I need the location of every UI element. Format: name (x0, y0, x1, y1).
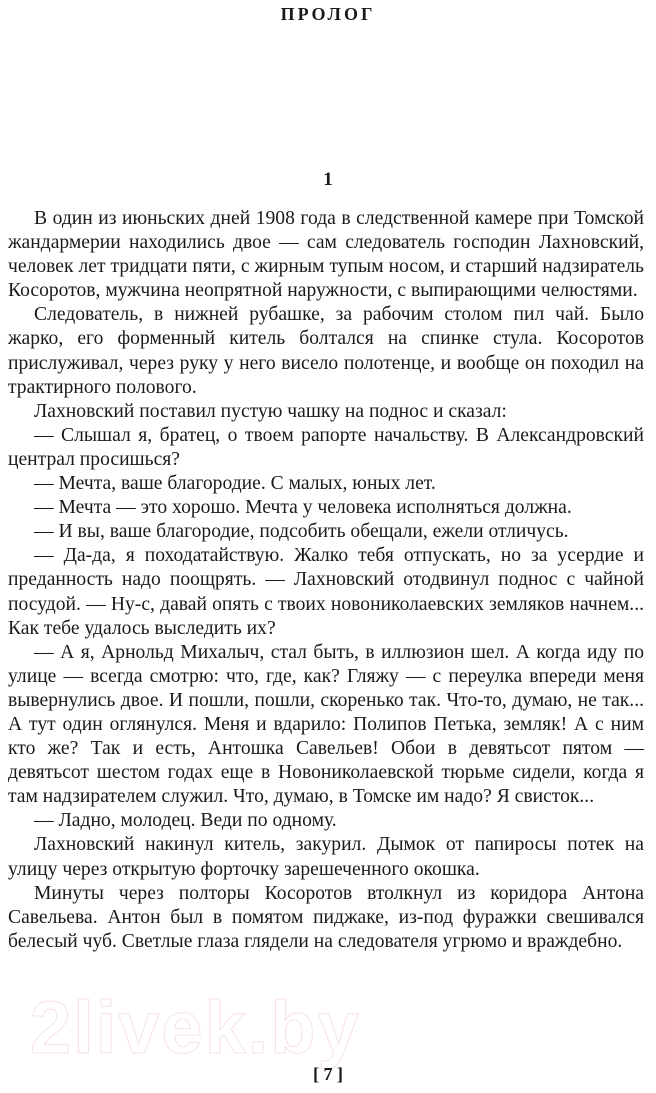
paragraph: — Мечта — это хорошо. Мечта у человека исполняться должна. (34, 497, 572, 519)
paragraph: Лахновский накинул китель, закурил. Дымок от папиросы потек на улицу через открытую форточку зарешеченного окошка. (8, 834, 644, 880)
watermark: 2livek.by (30, 986, 361, 1069)
section-title: ПРОЛОГ (280, 4, 376, 24)
paragraph: — И вы, ваше благородие, подсобить обещали, ежели отличусь. (34, 521, 569, 543)
chapter-number: 1 (323, 169, 333, 190)
body-text (8, 207, 644, 954)
paragraph: — Мечта, ваше благородие. С малых, юных лет. (34, 473, 436, 495)
paragraph: — А я, Арнольд Михалыч, стал быть, в иллюзион шел. А когда иду по улице — всегда смотрю: что, где, как? Гляжу — с переулка впереди меня вывернулись двое. И пошли, пошли, скоренько так. Что-то, думаю, не так... А тут один оглянулся. Меня и вдарило: Полипов Петька, земляк! А с ним кто же? Так и есть, Антошка Савельев! Обои в девятьсот пятом — девятьсот шестом годах еще в Новониколаевской тюрьме сидели, когда я там надзирателем служил. Что, думаю, в Томске им надо? Я свисток... (8, 641, 644, 808)
paragraph: — Ладно, молодец. Веди по одному. (34, 810, 337, 832)
paragraph: — Слышал я, братец, о твоем рапорте начальству. В Александровский централ просишься? (8, 424, 644, 470)
paragraph: Минуты через полторы Косоротов втолкнул из коридора Антона Савельева. Антон был в помятом пиджаке, из-под фуражки свешивался белесый чуб. Светлые глаза глядели на следователя угрюмо и враждебно. (8, 882, 644, 952)
paragraph: В один из июньских дней 1908 года в следственной камере при Томской жандармерии находились двое — сам следователь господин Лахновский, человек лет тридцати пяти, с жирным тупым носом, и старший надзиратель Косоротов, мужчина неопрятной наружности, с выпирающими челюстями. (8, 208, 644, 302)
paragraph: — Да-да, я походатайствую. Жалко тебя отпускать, но за усердие и преданность надо поощрять. — Лахновский отодвинул поднос с чайной посудой. — Ну-с, давай опять с твоих новониколаевских земляков начнем... Как тебе удалось выследить их? (8, 545, 644, 639)
paragraph: Лахновский поставил пустую чашку на поднос и сказал: (34, 400, 507, 422)
paragraph: Следователь, в нижней рубашке, за рабочим столом пил чай. Было жарко, его форменный китель болтался на спинке стула. Косоротов прислуживал, через руку у него висело полотенце, и вообще он походил на трактирного полового. (8, 304, 644, 398)
page-number: [ 7 ] (313, 1064, 343, 1084)
